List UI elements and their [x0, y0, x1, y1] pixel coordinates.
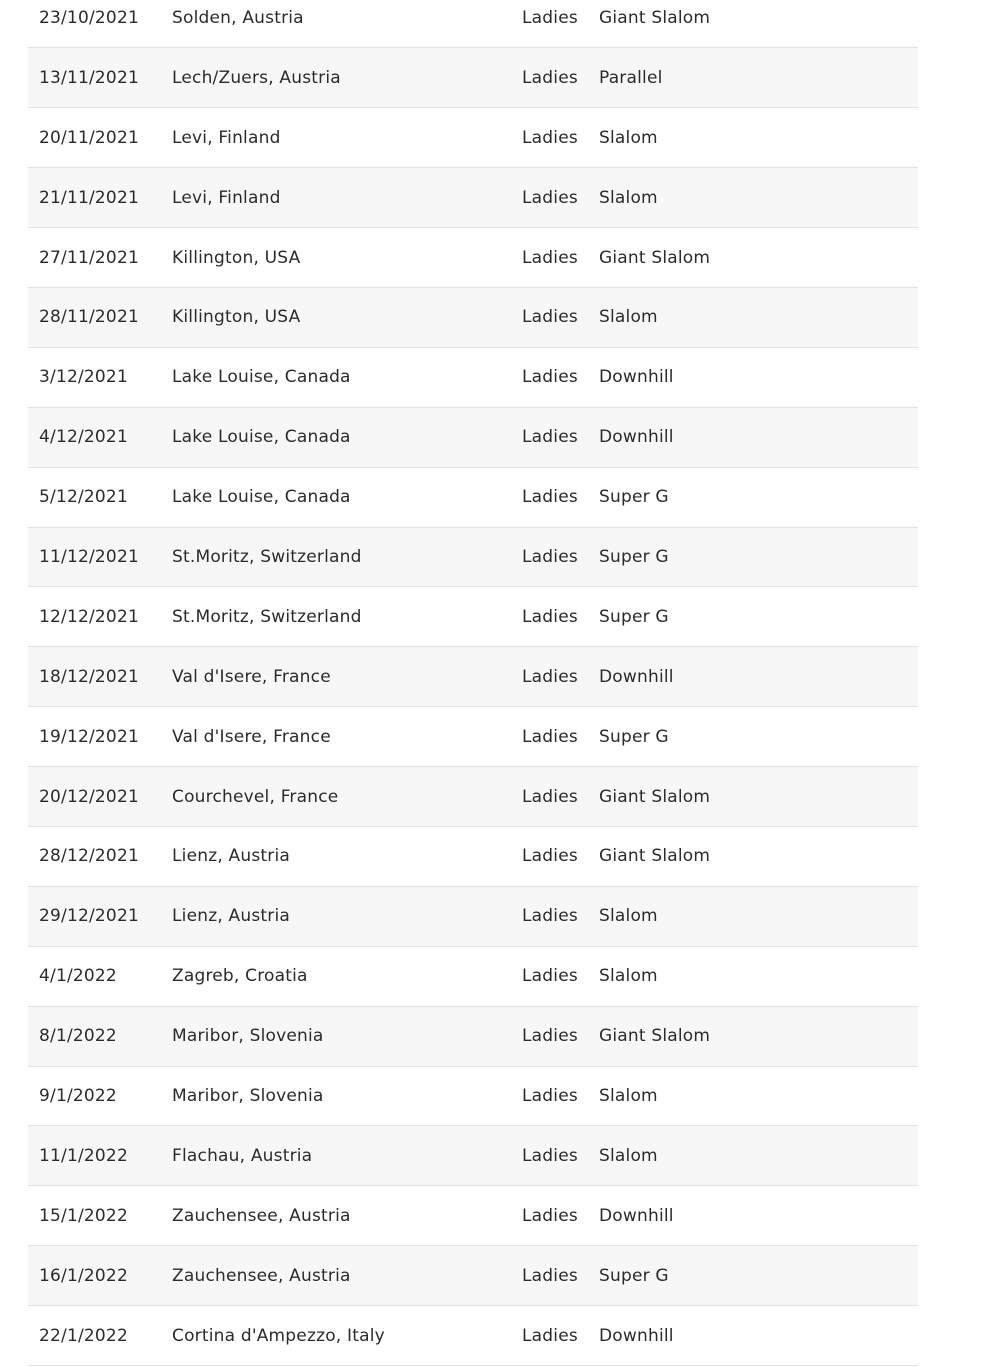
race-event: Super G	[599, 707, 918, 767]
table-row	[28, 467, 918, 527]
race-schedule-body	[28, 0, 918, 1365]
race-event: Downhill	[599, 1306, 918, 1366]
table-row	[28, 826, 918, 886]
race-gender: Ladies	[522, 1066, 599, 1126]
race-event: Giant Slalom	[599, 767, 918, 827]
race-schedule-table	[28, 0, 918, 1366]
race-gender: Ladies	[522, 826, 599, 886]
race-event: Giant Slalom	[599, 826, 918, 886]
race-venue: Lake Louise, Canada	[172, 407, 522, 467]
table-row	[28, 647, 918, 707]
race-gender: Ladies	[522, 587, 599, 647]
race-venue: St.Moritz, Switzerland	[172, 527, 522, 587]
race-event: Slalom	[599, 1126, 918, 1186]
table-row	[28, 886, 918, 946]
table-row	[28, 48, 918, 108]
race-gender: Ladies	[522, 228, 599, 288]
table-row	[28, 527, 918, 587]
race-date: 4/1/2022	[28, 946, 172, 1006]
race-gender: Ladies	[522, 347, 599, 407]
race-venue: Cortina d'Ampezzo, Italy	[172, 1306, 522, 1366]
race-gender: Ladies	[522, 946, 599, 1006]
race-venue: Lake Louise, Canada	[172, 347, 522, 407]
race-venue: Val d'Isere, France	[172, 647, 522, 707]
table-row	[28, 108, 918, 168]
race-gender: Ladies	[522, 647, 599, 707]
race-venue: Courchevel, France	[172, 767, 522, 827]
race-venue: Killington, USA	[172, 287, 522, 347]
race-gender: Ladies	[522, 168, 599, 228]
race-date: 28/12/2021	[28, 826, 172, 886]
race-venue: Lienz, Austria	[172, 826, 522, 886]
race-gender: Ladies	[522, 48, 599, 108]
race-event: Slalom	[599, 946, 918, 1006]
race-gender: Ladies	[522, 707, 599, 767]
table-row	[28, 1306, 918, 1366]
race-gender: Ladies	[522, 1006, 599, 1066]
table-row	[28, 1006, 918, 1066]
race-date: 29/12/2021	[28, 886, 172, 946]
race-gender: Ladies	[522, 287, 599, 347]
race-event: Super G	[599, 467, 918, 527]
table-row	[28, 1066, 918, 1126]
race-date: 23/10/2021	[28, 0, 172, 48]
race-date: 21/11/2021	[28, 168, 172, 228]
race-event: Downhill	[599, 647, 918, 707]
race-gender: Ladies	[522, 1126, 599, 1186]
race-date: 18/12/2021	[28, 647, 172, 707]
race-event: Downhill	[599, 407, 918, 467]
race-event: Super G	[599, 587, 918, 647]
race-venue: Val d'Isere, France	[172, 707, 522, 767]
race-gender: Ladies	[522, 1246, 599, 1306]
race-gender: Ladies	[522, 886, 599, 946]
race-date: 8/1/2022	[28, 1006, 172, 1066]
race-venue: Flachau, Austria	[172, 1126, 522, 1186]
table-row	[28, 287, 918, 347]
race-date: 3/12/2021	[28, 347, 172, 407]
table-row	[28, 707, 918, 767]
race-event: Slalom	[599, 108, 918, 168]
race-date: 9/1/2022	[28, 1066, 172, 1126]
table-row	[28, 587, 918, 647]
race-venue: Solden, Austria	[172, 0, 522, 48]
table-row	[28, 168, 918, 228]
race-date: 28/11/2021	[28, 287, 172, 347]
table-row	[28, 407, 918, 467]
race-gender: Ladies	[522, 1306, 599, 1366]
race-date: 27/11/2021	[28, 228, 172, 288]
race-gender: Ladies	[522, 407, 599, 467]
race-date: 12/12/2021	[28, 587, 172, 647]
race-event: Slalom	[599, 287, 918, 347]
race-event: Giant Slalom	[599, 1006, 918, 1066]
race-gender: Ladies	[522, 1186, 599, 1246]
race-event: Giant Slalom	[599, 0, 918, 48]
table-row	[28, 228, 918, 288]
race-venue: Levi, Finland	[172, 168, 522, 228]
race-event: Slalom	[599, 1066, 918, 1126]
race-venue: Maribor, Slovenia	[172, 1006, 522, 1066]
race-event: Giant Slalom	[599, 228, 918, 288]
race-event: Slalom	[599, 886, 918, 946]
race-gender: Ladies	[522, 0, 599, 48]
race-date: 20/12/2021	[28, 767, 172, 827]
race-event: Downhill	[599, 1186, 918, 1246]
race-event: Downhill	[599, 347, 918, 407]
race-date: 15/1/2022	[28, 1186, 172, 1246]
race-date: 20/11/2021	[28, 108, 172, 168]
race-venue: Killington, USA	[172, 228, 522, 288]
race-venue: Lech/Zuers, Austria	[172, 48, 522, 108]
table-row	[28, 1186, 918, 1246]
race-venue: Levi, Finland	[172, 108, 522, 168]
table-row	[28, 767, 918, 827]
table-row	[28, 1246, 918, 1306]
table-row	[28, 1126, 918, 1186]
race-gender: Ladies	[522, 767, 599, 827]
race-venue: Lake Louise, Canada	[172, 467, 522, 527]
race-event: Parallel	[599, 48, 918, 108]
race-date: 11/12/2021	[28, 527, 172, 587]
table-row	[28, 946, 918, 1006]
race-event: Super G	[599, 1246, 918, 1306]
race-venue: Lienz, Austria	[172, 886, 522, 946]
race-venue: Zagreb, Croatia	[172, 946, 522, 1006]
race-date: 4/12/2021	[28, 407, 172, 467]
race-event: Slalom	[599, 168, 918, 228]
race-event: Super G	[599, 527, 918, 587]
race-gender: Ladies	[522, 108, 599, 168]
race-date: 16/1/2022	[28, 1246, 172, 1306]
race-date: 5/12/2021	[28, 467, 172, 527]
race-date: 13/11/2021	[28, 48, 172, 108]
race-date: 22/1/2022	[28, 1306, 172, 1366]
race-date: 19/12/2021	[28, 707, 172, 767]
race-gender: Ladies	[522, 527, 599, 587]
race-venue: Zauchensee, Austria	[172, 1186, 522, 1246]
table-row	[28, 0, 918, 48]
race-venue: Maribor, Slovenia	[172, 1066, 522, 1126]
race-venue: St.Moritz, Switzerland	[172, 587, 522, 647]
table-row	[28, 347, 918, 407]
race-gender: Ladies	[522, 467, 599, 527]
race-date: 11/1/2022	[28, 1126, 172, 1186]
race-venue: Zauchensee, Austria	[172, 1246, 522, 1306]
